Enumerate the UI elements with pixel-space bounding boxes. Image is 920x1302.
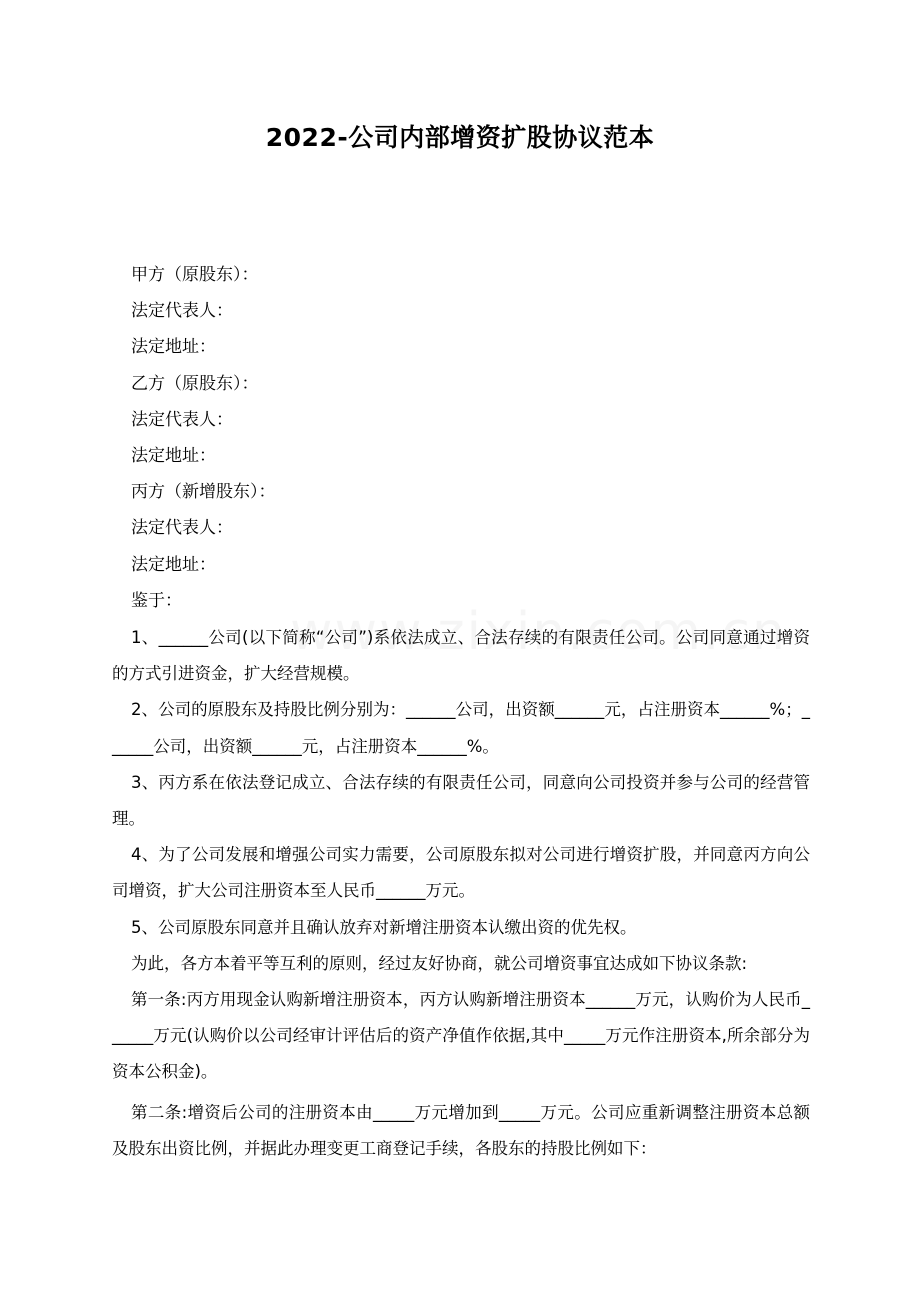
party-b-address: 法定地址： — [131, 445, 216, 466]
recital-1: 1、______公司(以下简称“公司”)系依法成立、合法存续的有限责任公司。公司同意通过增资的方式引进资金，扩大经营规模。 — [112, 628, 810, 684]
article-1: 第一条:丙方用现金认购新增注册资本，丙方认购新增注册资本______万元，认购价为人民币______万元(认购价以公司经审计评估后的资产净值作依据,其中_____万元作注册资本,所余部分为资本公积金)。 — [112, 990, 810, 1082]
party-c-address: 法定地址： — [131, 554, 216, 575]
party-c-label: 丙方（新增股东）： — [131, 482, 276, 503]
agreement-body — [112, 620, 810, 1167]
preamble-statement: 为此，各方本着平等互利的原则，经过友好协商，就公司增资事宜达成如下协议条款: — [131, 953, 748, 973]
party-a-label: 甲方（原股东）： — [131, 265, 259, 285]
party-b-label: 乙方（原股东）： — [131, 373, 259, 394]
recital-4: 4、为了公司发展和增强公司实力需要，公司原股东拟对公司进行增资扩股，并同意丙方向公司增资，扩大公司注册资本至人民币______万元。 — [112, 845, 810, 901]
recital-2: 2、公司的原股东及持股比例分别为：______公司，出资额______元，占注册资本______%；______公司，出资额______元，占注册资本______%。 — [112, 700, 810, 756]
party-c-representative: 法定代表人： — [131, 518, 233, 539]
party-a-address: 法定地址： — [131, 337, 216, 358]
party-a-representative: 法定代表人： — [131, 301, 233, 322]
recital-5: 5、公司原股东同意并且确认放弃对新增注册资本认缴出资的优先权。 — [131, 917, 637, 937]
whereas-heading: 鉴于： — [131, 590, 182, 611]
article-2: 第二条:增资后公司的注册资本由_____万元增加到_____万元。公司应重新调整注册资本总额及股东出资比例，并据此办理变更工商登记手续，各股东的持股比例如下： — [112, 1102, 810, 1158]
recital-3: 3、丙方系在依法登记成立、合法存续的有限责任公司，同意向公司投资并参与公司的经营管理。 — [112, 772, 810, 829]
party-list — [131, 257, 831, 619]
document-title: 2022-公司内部增资扩股协议范本 — [265, 123, 655, 152]
party-b-representative: 法定代表人： — [131, 409, 233, 430]
